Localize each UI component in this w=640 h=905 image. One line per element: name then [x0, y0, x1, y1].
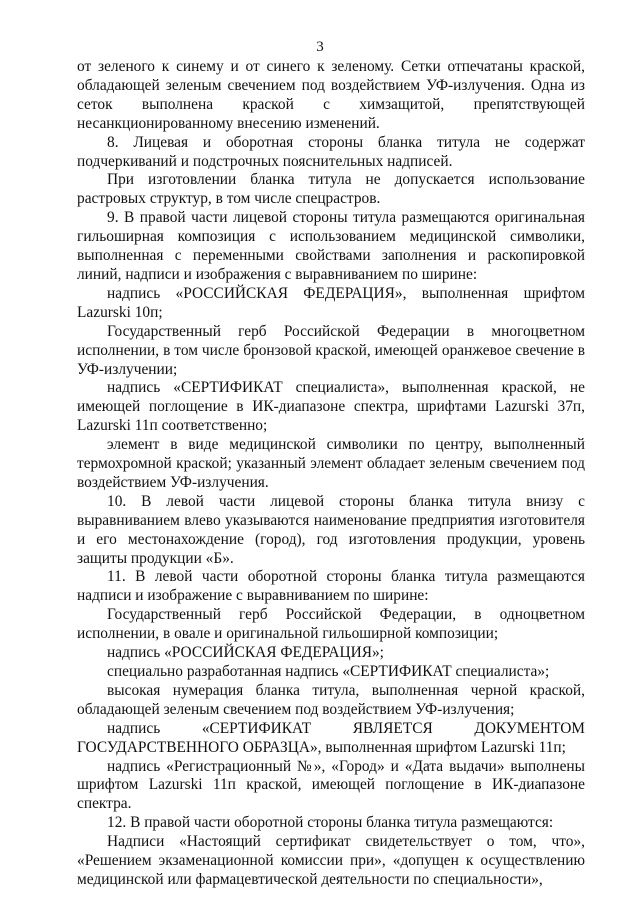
paragraph: надпись «СЕРТИФИКАТ специалиста», выполненная краской, не имеющей поглощение в ИК-диапазоне спектра, шрифтами Lazurski 37п, Lazurski 11п соответственно; — [77, 379, 585, 435]
paragraph: Надписи «Настоящий сертификат свидетельствует о том, что», «Решением экзаменационной комиссии при», «допущен к осуществлению медицинской или фармацевтической деятельности по специальности», — [77, 833, 585, 888]
paragraph: 8. Лицевая и оборотная стороны бланка титула не содержат подчеркиваний и подстрочных пояснительных надписей. — [77, 133, 585, 170]
paragraph: 10. В левой части лицевой стороны бланка титула внизу с выравниванием влево указываются наименование предприятия изготовителя и его местонахождение (город), год изготовления продукции, уровень защиты продукции «Б». — [77, 492, 585, 567]
paragraph: элемент в виде медицинской символики по центру, выполненный термохромной краской; указанный элемент обладает зеленым свечением под воздействием УФ-излучения. — [77, 436, 585, 491]
paragraph: специально разработанная надпись «СЕРТИФИКАТ специалиста»; — [107, 663, 550, 680]
paragraph: Государственный герб Российской Федерации в многоцветном исполнении, в том числе бронзовой краской, имеющей оранжевое свечение в УФ-излучении; — [77, 322, 585, 378]
paragraph: надпись «СЕРТИФИКАТ ЯВЛЯЕТСЯ ДОКУМЕНТОМ ГОСУДАРСТВЕННОГО ОБРАЗЦА», выполненная шрифтом Lazurski 11п; — [77, 719, 585, 756]
paragraph: Государственный герб Российской Федерации, в одноцветном исполнении, в овале и оригинальной гильоширной композиции; — [77, 606, 585, 643]
paragraph: надпись «РОССИЙСКАЯ ФЕДЕРАЦИЯ»; — [107, 644, 384, 662]
paragraph: от зеленого к синему и от синего к зеленому. Сетки отпечатаны краской, обладающей зеленым свечением под воздействием УФ-излучения. Одна из сеток выполнена краской с химзащитой, препятствующей несанкционированному внесению изменений. — [77, 58, 585, 132]
paragraph: 9. В правой части лицевой стороны титула размещаются оригинальная гильоширная композиция с использованием медицинской символики, выполненная с переменными свойствами заполнения и раскопировкой линий, надписи и изображения с выравниванием по ширине: — [77, 209, 585, 283]
document-body — [77, 58, 585, 890]
paragraph: высокая нумерация бланка титула, выполненная черной краской, обладающей зеленым свечением под воздействием УФ-излучения; — [77, 681, 585, 718]
page-number: 3 — [316, 39, 324, 55]
paragraph: При изготовлении бланка титула не допускается использование растровых структур, в том числе спецрастров. — [77, 171, 585, 208]
paragraph: надпись «Регистрационный №», «Город» и «Дата выдачи» выполнены шрифтом Lazurski 11п краской, имеющей поглощение в ИК-диапазоне спектра. — [77, 757, 585, 813]
paragraph: надпись «РОССИЙСКАЯ ФЕДЕРАЦИЯ», выполненная шрифтом Lazurski 10п; — [77, 284, 585, 321]
paragraph: 11. В левой части оборотной стороны бланка титула размещаются надписи и изображение с выравниванием по ширине: — [77, 568, 585, 605]
paragraph: 12. В правой части оборотной стороны бланка титула размещаются: — [107, 814, 554, 832]
